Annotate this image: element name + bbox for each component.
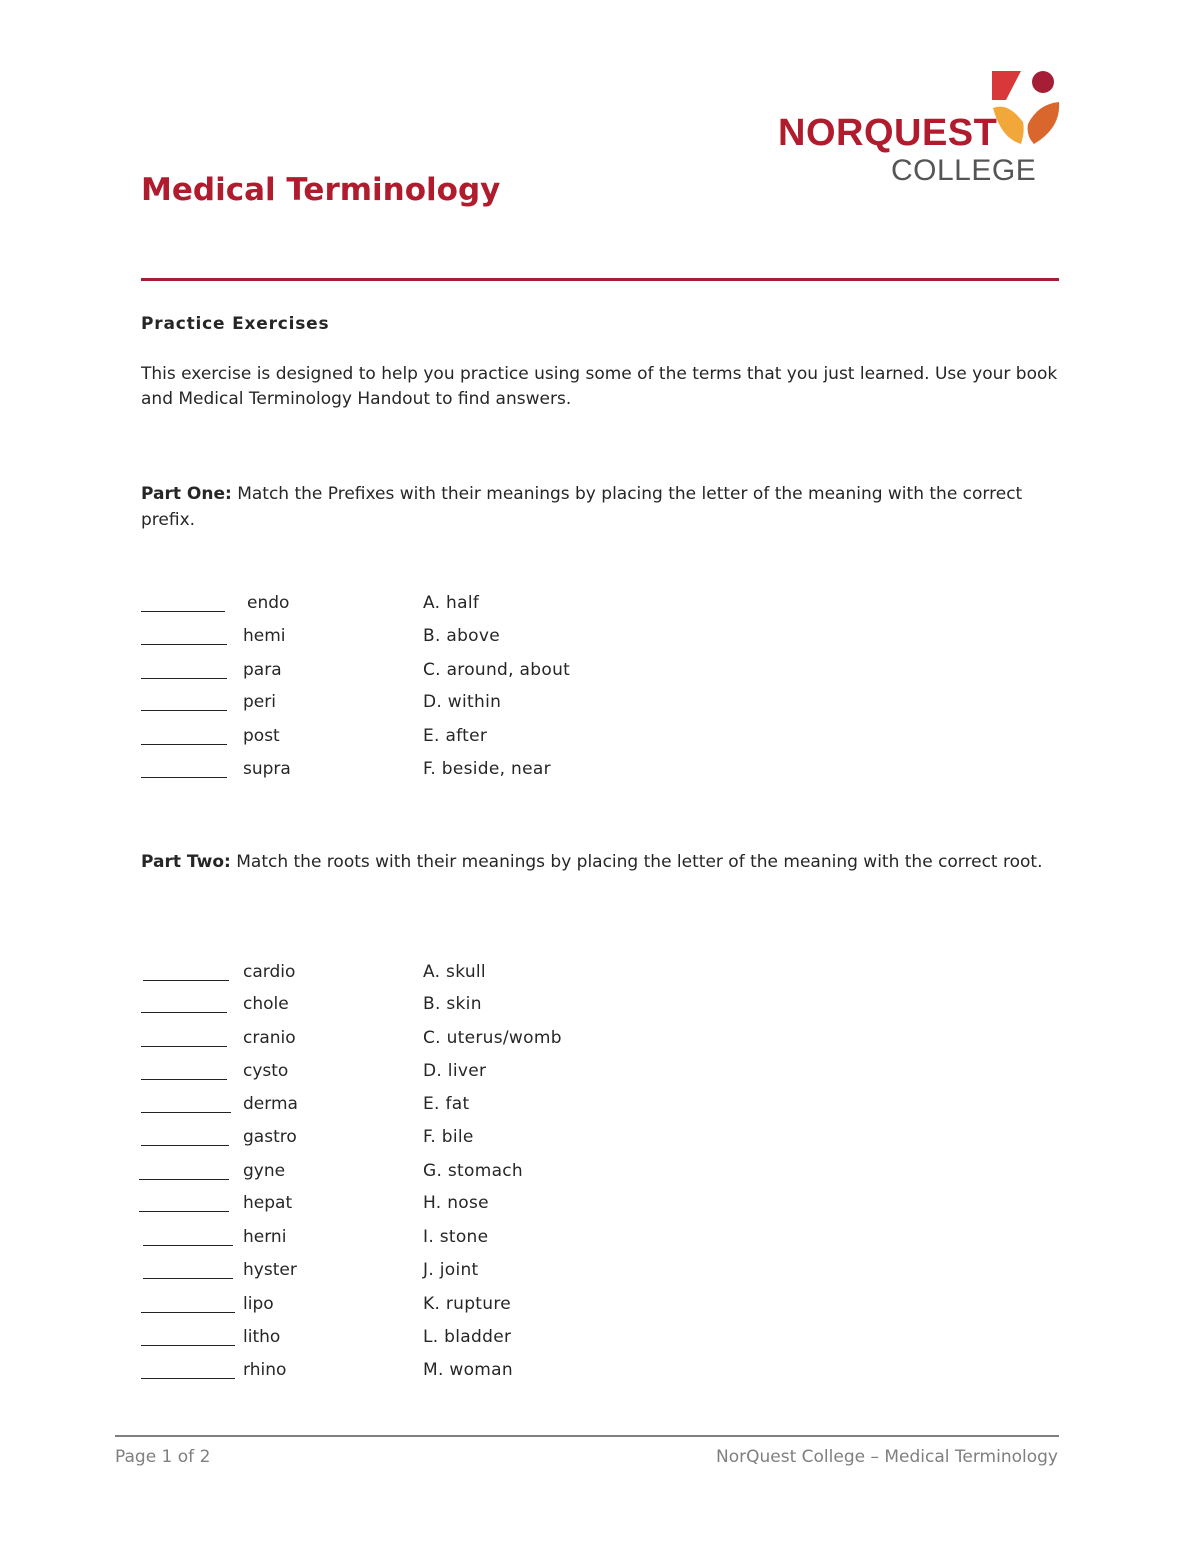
answer-blank[interactable] [141,1345,235,1346]
root-term: hyster [243,1260,297,1280]
root-meaning: F. bile [423,1127,474,1147]
list-item [0,1360,1200,1390]
title-divider [141,278,1059,281]
list-item [0,660,1200,690]
root-meaning: K. rupture [423,1294,512,1314]
intro-paragraph: This exercise is designed to help you practice using some of the terms that you just learned. Use your book and Medical Terminology Handout to find answers. [141,364,1058,409]
root-meaning: H. nose [423,1193,489,1213]
list-item [0,1327,1200,1357]
answer-blank[interactable] [141,1378,235,1379]
list-item [0,1260,1200,1290]
root-term: derma [243,1094,298,1114]
list-item [0,1127,1200,1157]
answer-blank[interactable] [139,1179,229,1180]
root-meaning: C. uterus/womb [423,1028,562,1048]
prefix-term: hemi [243,626,286,646]
root-term: cardio [243,962,296,982]
logo-wordmark-college: COLLEGE [891,154,1037,187]
footer-source: NorQuest College – Medical Terminology [716,1447,1058,1467]
root-meaning: I. stone [423,1227,489,1247]
list-item [0,626,1200,656]
part-one-instructions [141,481,1061,533]
list-item [0,1193,1200,1223]
list-item [0,692,1200,722]
prefix-term: para [243,660,282,680]
root-term: cysto [243,1061,289,1081]
answer-blank[interactable] [143,1278,233,1279]
answer-blank[interactable] [141,1079,227,1080]
answer-blank[interactable] [141,777,227,778]
list-item [0,994,1200,1024]
norquest-logo [776,68,1066,188]
answer-blank[interactable] [141,611,225,612]
root-term: herni [243,1227,287,1247]
root-meaning: D. liver [423,1061,487,1081]
root-term: cranio [243,1028,296,1048]
part-two-instructions [141,849,1061,875]
logo-wordmark-norquest: NORQUEST [778,112,998,154]
answer-blank[interactable] [139,1211,229,1212]
answer-blank[interactable] [141,644,227,645]
answer-blank[interactable] [141,1312,235,1313]
page-number: Page 1 of 2 [115,1447,211,1467]
part-two-label: Part Two: [141,852,231,872]
list-item [0,962,1200,992]
answer-blank[interactable] [141,678,227,679]
list-item [0,1061,1200,1091]
root-term: hepat [243,1193,293,1213]
answer-blank[interactable] [143,980,229,981]
root-term: chole [243,994,289,1014]
list-item [0,1161,1200,1191]
list-item [0,593,1200,623]
root-term: rhino [243,1360,287,1380]
answer-blank[interactable] [141,1112,231,1113]
prefix-meaning: F. beside, near [423,759,551,779]
root-meaning: M. woman [423,1360,513,1380]
root-meaning: J. joint [423,1260,479,1280]
prefix-term: peri [243,692,276,712]
part-one-text: Match the Prefixes with their meanings by placing the letter of the meaning with the correct prefix. [141,484,1023,530]
answer-blank[interactable] [141,744,227,745]
prefix-meaning: E. after [423,726,488,746]
root-meaning: A. skull [423,962,486,982]
footer-divider [115,1435,1059,1437]
section-heading: Practice Exercises [141,314,330,334]
list-item [0,726,1200,756]
root-term: gyne [243,1161,286,1181]
prefix-term: endo [247,593,290,613]
list-item [0,759,1200,789]
root-meaning: G. stomach [423,1161,524,1181]
part-two-text: Match the roots with their meanings by placing the letter of the meaning with the correct root. [230,852,1043,872]
prefix-term: post [243,726,280,746]
root-meaning: E. fat [423,1094,470,1114]
answer-blank[interactable] [141,710,227,711]
document-title: Medical Terminology [141,172,501,208]
root-meaning: B. skin [423,994,482,1014]
answer-blank[interactable] [143,1245,233,1246]
answer-blank[interactable] [141,1046,227,1047]
list-item [0,1227,1200,1257]
root-term: lipo [243,1294,274,1314]
list-item [0,1094,1200,1124]
prefix-term: supra [243,759,291,779]
list-item [0,1028,1200,1058]
answer-blank[interactable] [141,1012,227,1013]
answer-blank[interactable] [141,1145,229,1146]
list-item [0,1294,1200,1324]
part-one-label: Part One: [141,484,232,504]
prefix-meaning: D. within [423,692,502,712]
prefix-meaning: B. above [423,626,500,646]
root-term: litho [243,1327,281,1347]
prefix-meaning: C. around, about [423,660,571,680]
root-meaning: L. bladder [423,1327,512,1347]
prefix-meaning: A. half [423,593,480,613]
root-term: gastro [243,1127,297,1147]
